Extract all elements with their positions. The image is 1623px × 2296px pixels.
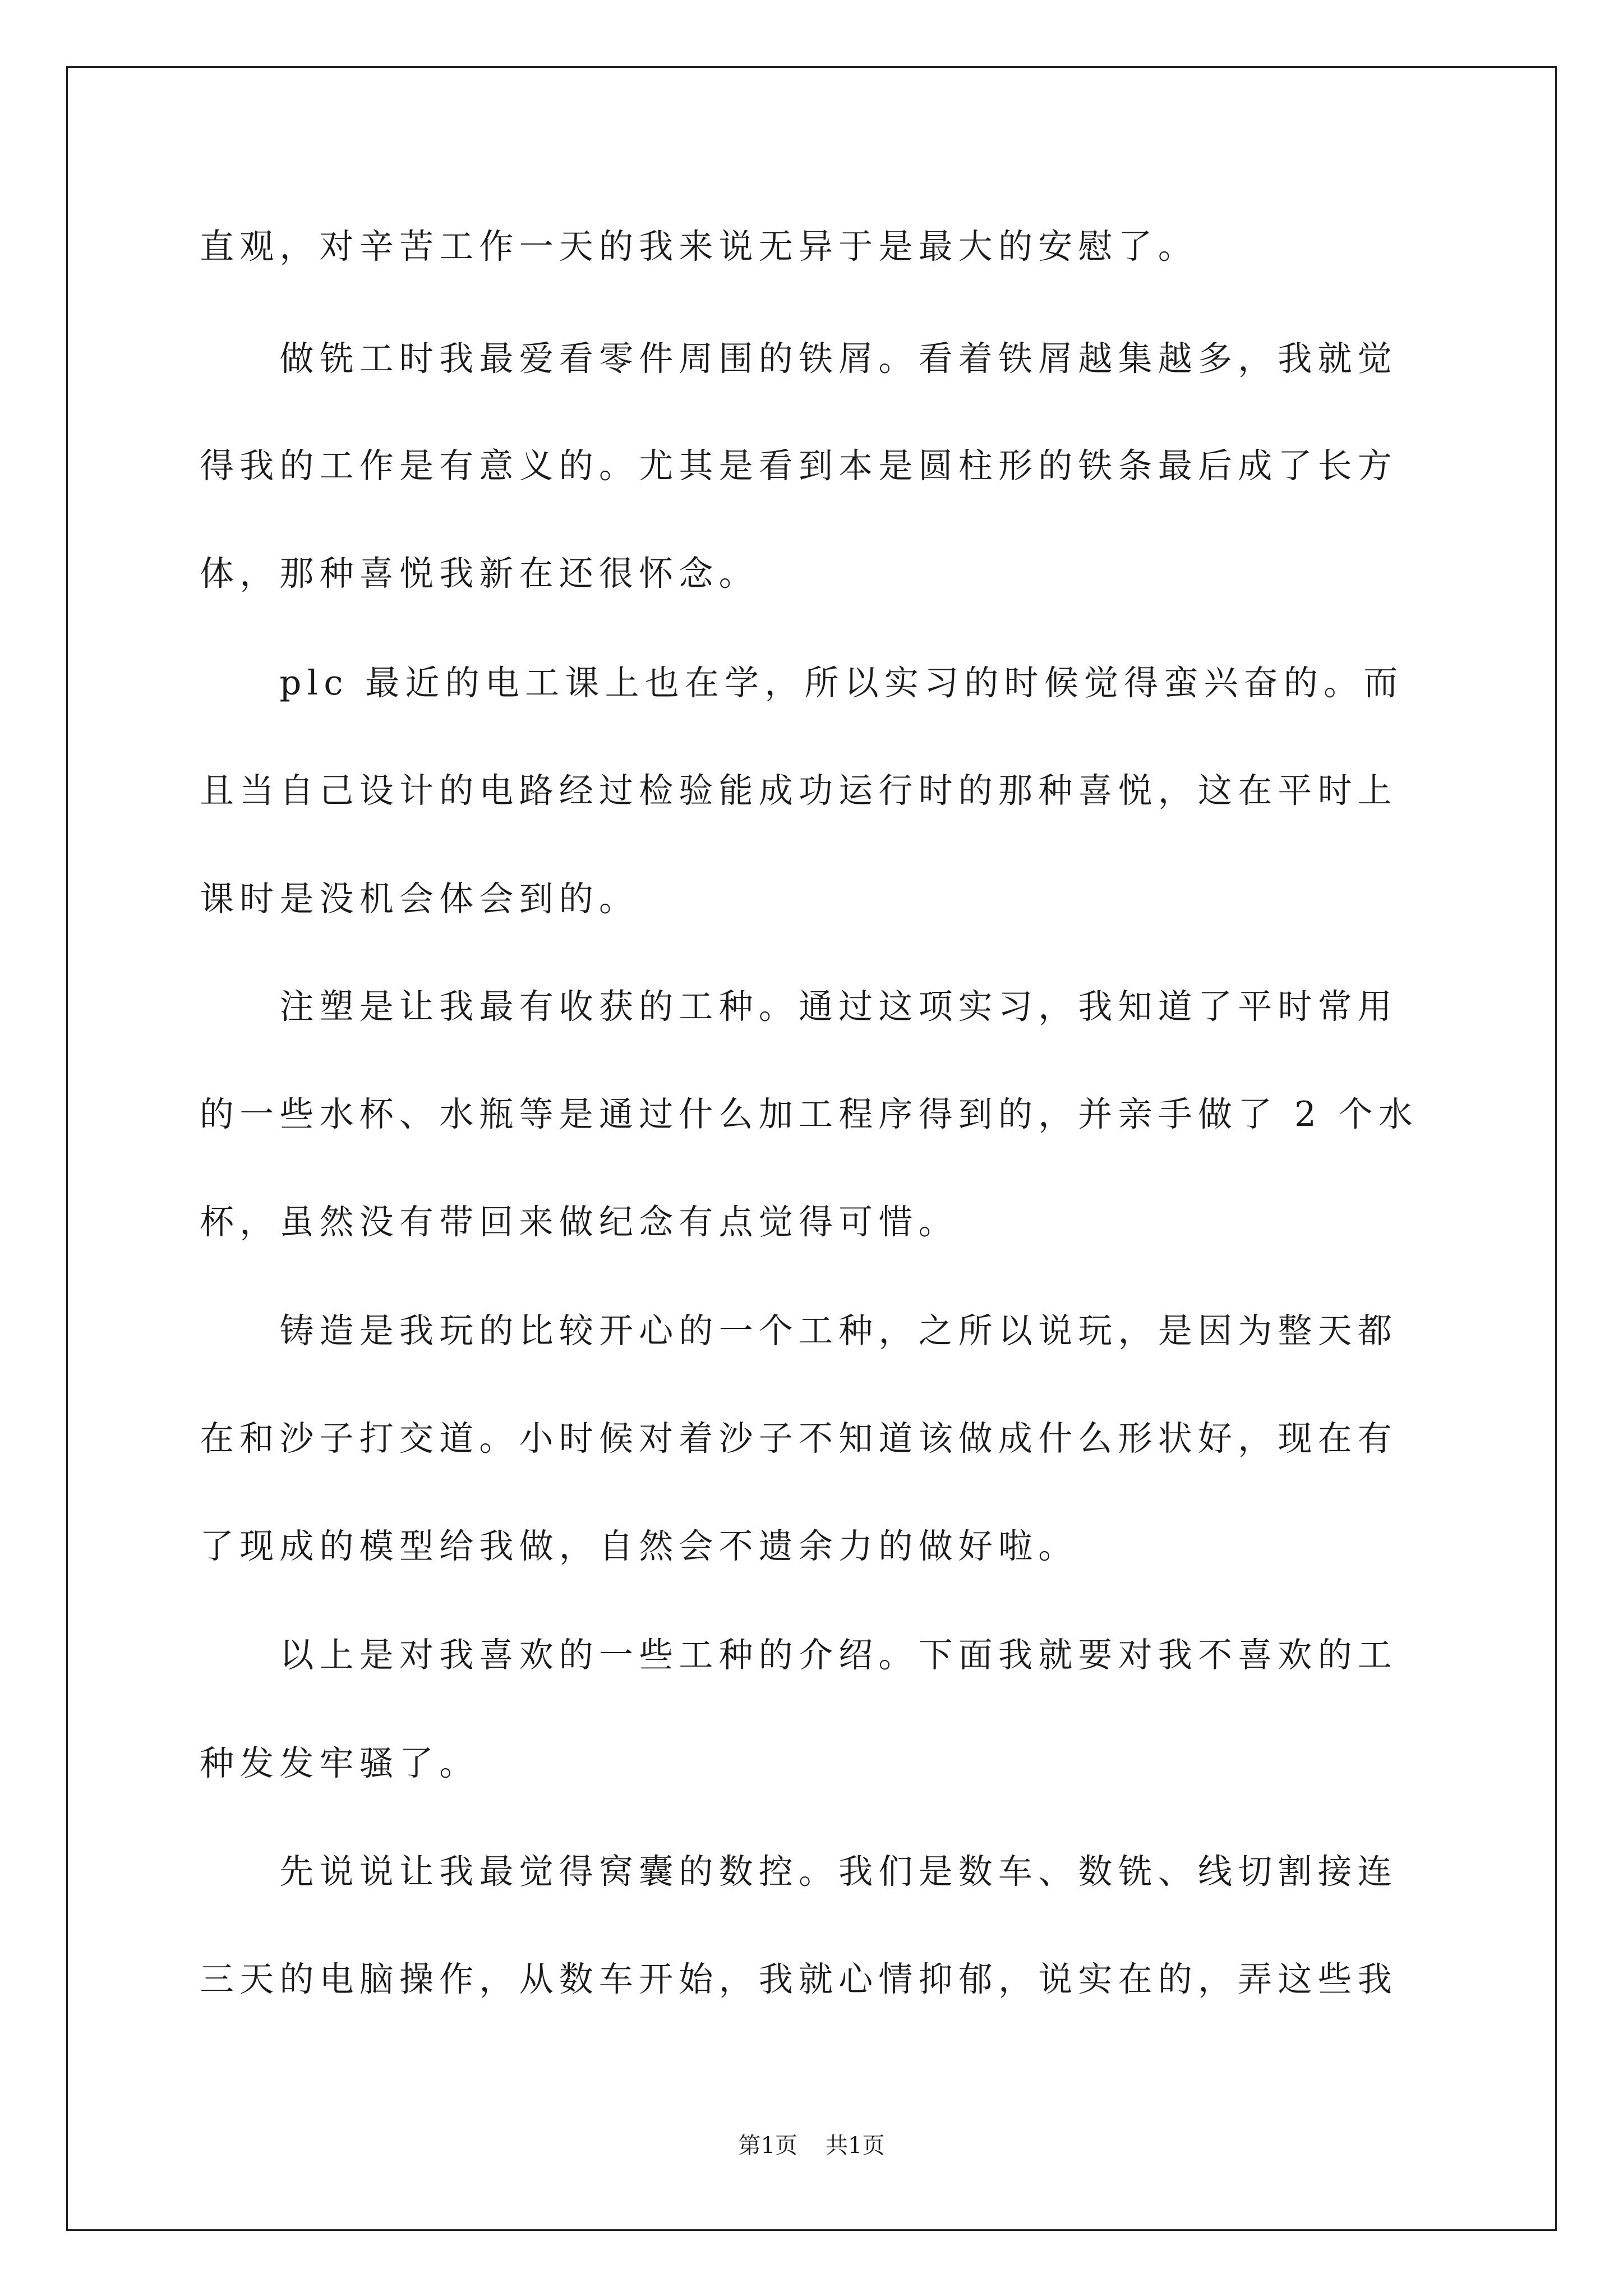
text-line: 先说说让我最觉得窝囊的数控。我们是数车、数铣、线切割接连 xyxy=(200,1852,1398,1892)
text-line: 三天的电脑操作，从数车开始，我就心情抑郁，说实在的，弄这些我 xyxy=(200,1959,1398,1999)
text-line: 且当自己设计的电路经过检验能成功运行时的那种喜悦，这在平时上 xyxy=(200,771,1398,811)
text-line: 得我的工作是有意义的。尤其是看到本是圆柱形的铁条最后成了长方 xyxy=(200,446,1398,486)
text-line: 直观，对辛苦工作一天的我来说无异于是最大的安慰了。 xyxy=(200,227,1198,266)
text-line: 注塑是让我最有收获的工种。通过这项实习，我知道了平时常用 xyxy=(200,987,1398,1027)
text-line: 以上是对我喜欢的一些工种的介绍。下面我就要对我不喜欢的工 xyxy=(200,1635,1398,1675)
page-number-current: 第1页 xyxy=(738,2133,797,2159)
text-line: 体，那种喜悦我新在还很怀念。 xyxy=(200,554,759,593)
text-line: 种发发牢骚了。 xyxy=(200,1743,479,1783)
text-line: 铸造是我玩的比较开心的一个工种，之所以说玩，是因为整天都 xyxy=(200,1311,1398,1351)
text-line: 在和沙子打交道。小时候对着沙子不知道该做成什么形状好，现在有 xyxy=(200,1419,1398,1458)
text-line: 了现成的模型给我做，自然会不遗余力的做好啦。 xyxy=(200,1526,1078,1566)
text-line: 杯，虽然没有带回来做纪念有点觉得可惜。 xyxy=(200,1202,958,1242)
text-line: 做铣工时我最爱看零件周围的铁屑。看着铁屑越集越多，我就觉 xyxy=(200,339,1398,379)
text-line: plc 最近的电工课上也在学，所以实习的时候觉得蛮兴奋的。而 xyxy=(200,663,1404,703)
text-line: 的一些水杯、水瓶等是通过什么加工程序得到的，并亲手做了 2 个水 xyxy=(200,1094,1418,1134)
page-footer xyxy=(0,2132,1623,2160)
text-line: 课时是没机会体会到的。 xyxy=(200,879,639,919)
page-border xyxy=(66,66,1557,2231)
page-number-total: 共1页 xyxy=(826,2133,885,2159)
